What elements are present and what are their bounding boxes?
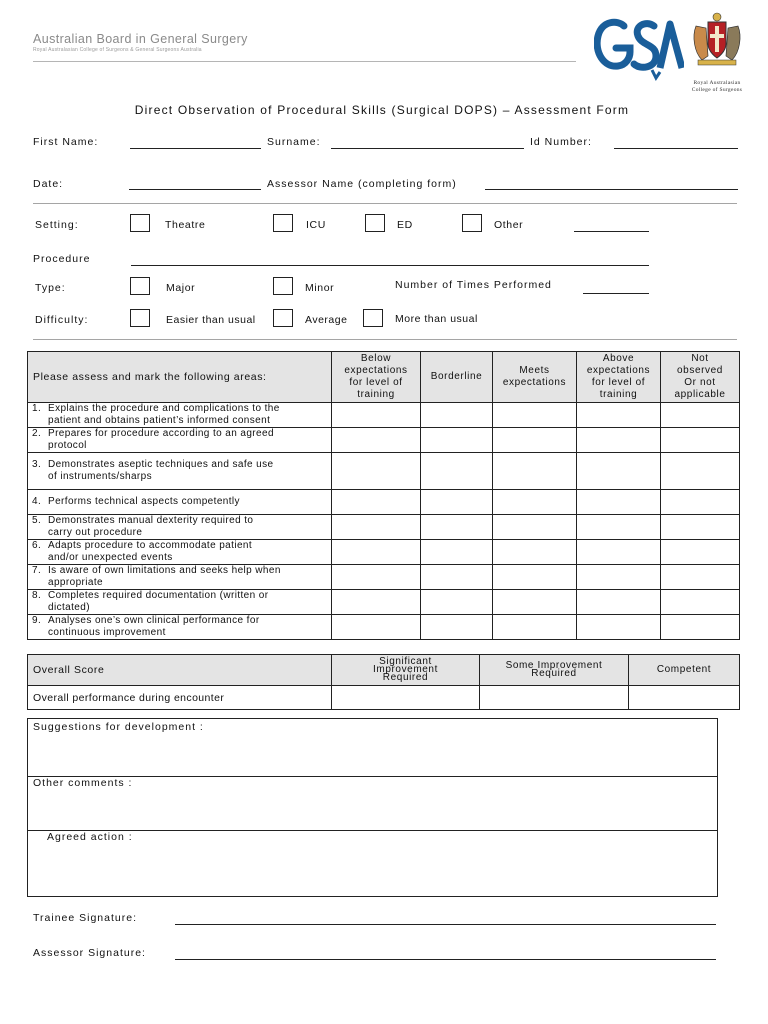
header-rule [33,61,576,62]
date-label: Date: [33,178,64,190]
item-text: Adapts procedure to accommodate patient [48,540,253,551]
difficulty-more-checkbox[interactable] [363,309,383,327]
setting-theatre-checkbox[interactable] [130,214,150,232]
suggestions-section[interactable] [28,719,717,776]
rating-cell-above[interactable] [577,515,661,540]
rating-cell-below[interactable] [332,540,421,565]
rating-cell-meets[interactable] [493,403,577,428]
rating-cell-above[interactable] [577,615,661,640]
item-text-continued: and/or unexpected events [48,552,173,563]
overall-cell-significant[interactable] [332,686,480,710]
procedure-field[interactable] [131,265,649,266]
column-header-meets-line: expectations [502,377,567,388]
rating-cell-below[interactable] [332,615,421,640]
assessment-row [28,540,740,565]
overall-score-table [27,654,740,710]
type-minor-checkbox[interactable] [273,277,293,295]
rating-cell-not-observed[interactable] [661,428,740,453]
column-header-below-line: training [357,389,395,400]
rating-cell-below[interactable] [332,490,421,515]
assessment-item [28,590,332,615]
item-number: 1. [32,403,42,414]
rating-cell-borderline[interactable] [421,403,493,428]
rating-cell-meets[interactable] [493,540,577,565]
rating-cell-meets[interactable] [493,453,577,490]
rating-cell-above[interactable] [577,565,661,590]
column-header-competent [629,655,740,686]
crest-caption-line-1: Royal Australasian [693,80,741,86]
form-title: Direct Observation of Procedural Skills (Surgical DOPS) – Assessment Form [134,103,630,117]
assessor-name-field[interactable] [485,189,738,190]
column-header-meets-line: Meets [519,365,550,376]
times-performed-field[interactable] [583,293,649,294]
assessment-row [28,403,740,428]
date-field[interactable] [129,189,261,190]
comments-box [27,718,718,897]
setting-ed-checkbox[interactable] [365,214,385,232]
rating-cell-borderline[interactable] [421,515,493,540]
column-header-below-line: for level of [349,377,403,388]
rating-cell-meets[interactable] [493,565,577,590]
column-header-not-observed-line: applicable [674,389,726,400]
assessment-table [27,351,740,640]
rating-cell-above[interactable] [577,490,661,515]
column-header-not-observed-line: Or not [684,377,716,388]
rating-cell-below[interactable] [332,453,421,490]
assessment-row [28,515,740,540]
item-number: 8. [32,590,42,601]
trainee-signature-field[interactable] [175,924,716,925]
overall-performance-label: Overall performance during encounter [28,686,332,710]
rating-cell-borderline[interactable] [421,615,493,640]
rating-cell-not-observed[interactable] [661,590,740,615]
id-number-field[interactable] [614,148,738,149]
column-header-below-line: Below [360,353,392,364]
item-text-continued: of instruments/sharps [48,471,152,482]
rating-cell-not-observed[interactable] [661,540,740,565]
rating-cell-below[interactable] [332,428,421,453]
item-text-continued: patient and obtains patient’s informed consent [48,415,271,426]
column-header-above-line: Above [602,353,635,364]
setting-other-label: Other [494,219,524,231]
gsa-logo-a [660,24,682,68]
section-divider [33,339,737,340]
agreed-action-label: Agreed action : [47,831,133,843]
column-header-borderline [421,352,493,403]
rating-cell-meets[interactable] [493,428,577,453]
difficulty-more-label: More than usual [395,313,478,325]
item-text: Performs technical aspects competently [48,496,240,507]
column-header-significant-line: Improvement [373,664,438,675]
rating-cell-borderline[interactable] [421,428,493,453]
rating-cell-borderline[interactable] [421,590,493,615]
setting-icu-label: ICU [306,219,326,231]
rating-cell-meets[interactable] [493,490,577,515]
item-text-continued: protocol [48,440,87,451]
rating-cell-borderline[interactable] [421,453,493,490]
column-header-some-improvement [480,655,629,686]
rating-cell-borderline[interactable] [421,540,493,565]
assessment-item [28,515,332,540]
overall-score-header: Overall Score [28,655,332,686]
overall-cell-some-improvement[interactable] [480,686,629,710]
column-header-above-line: expectations [586,365,651,376]
difficulty-easier-checkbox[interactable] [130,309,150,327]
type-major-label: Major [166,282,196,294]
item-text: Is aware of own limitations and seeks help when [48,565,281,576]
rating-cell-not-observed[interactable] [661,515,740,540]
column-header-meets [493,352,577,403]
procedure-label: Procedure [33,253,91,265]
column-header-significant [332,655,480,686]
column-header-borderline-line: Borderline [430,371,483,382]
rating-cell-not-observed[interactable] [661,615,740,640]
assessment-item [28,540,332,565]
assessment-header-row [28,352,740,403]
assessment-row [28,453,740,490]
rating-cell-above[interactable] [577,403,661,428]
gsa-logo-s [634,24,656,68]
first-name-label: First Name: [33,136,99,148]
column-header-not-observed [661,352,740,403]
assessment-row [28,490,740,515]
org-name: Australian Board in General Surgery [33,32,248,46]
suggestions-label: Suggestions for development : [33,721,204,733]
section-divider [33,203,737,204]
item-text-continued: carry out procedure [48,527,143,538]
item-text: Explains the procedure and complications to the [48,403,280,414]
surname-label: Surname: [267,136,321,148]
difficulty-easier-label: Easier than usual [166,314,256,326]
assessment-row [28,428,740,453]
assessor-signature-label: Assessor Signature: [33,947,146,959]
column-header-above-line: training [599,389,638,400]
column-header-below-line: expectations [344,365,408,376]
crest-caption [672,80,762,94]
other-comments-label: Other comments : [33,777,133,789]
assessment-row [28,590,740,615]
rating-cell-below[interactable] [332,515,421,540]
rating-cell-meets[interactable] [493,590,577,615]
column-header-above-line: for level of [591,377,646,388]
assessment-row [28,615,740,640]
rating-cell-above[interactable] [577,428,661,453]
column-header-above [577,352,661,403]
college-crest [688,12,746,68]
type-major-checkbox[interactable] [130,277,150,295]
item-number: 6. [32,540,42,551]
other-comments-section[interactable] [28,777,717,830]
overall-cell-competent[interactable] [629,686,740,710]
item-number: 4. [32,496,42,507]
rating-cell-above[interactable] [577,453,661,490]
assessor-name-label: Assessor Name (completing form) [267,178,457,190]
surname-field[interactable] [331,148,524,149]
assessment-item [28,403,332,428]
column-header-competent-line: Competent [656,664,712,675]
assessment-item [28,453,332,490]
overall-header-row [28,655,740,686]
rating-cell-below[interactable] [332,565,421,590]
rating-cell-below[interactable] [332,590,421,615]
item-number: 7. [32,565,42,576]
crest-caption-line-2: College of Surgeons [691,87,743,93]
setting-other-field[interactable] [574,231,649,232]
item-number: 2. [32,428,42,439]
overall-row [28,686,740,710]
type-minor-label: Minor [305,282,335,294]
type-label: Type: [35,282,66,294]
gsa-logo [594,12,684,82]
rating-cell-below[interactable] [332,403,421,428]
times-performed-label: Number of Times Performed [395,279,552,291]
rating-cell-above[interactable] [577,540,661,565]
column-header-significant-line: Required [382,672,429,683]
difficulty-average-checkbox[interactable] [273,309,293,327]
difficulty-label: Difficulty: [35,314,89,326]
item-text: Completes required documentation (written or [48,590,269,601]
setting-label: Setting: [35,219,79,231]
item-text-continued: appropriate [48,577,103,588]
item-text-continued: dictated) [48,602,90,613]
rating-cell-not-observed[interactable] [661,453,740,490]
org-subtitle: Royal Australasian College of Surgeons & General Surgeons Australia [33,47,202,53]
rating-cell-not-observed[interactable] [661,565,740,590]
assessment-row [28,565,740,590]
assessor-signature-field[interactable] [175,959,716,960]
first-name-field[interactable] [130,148,261,149]
setting-icu-checkbox[interactable] [273,214,293,232]
assessment-header: Please assess and mark the following areas: [28,352,332,403]
assessment-item [28,565,332,590]
item-text: Demonstrates aseptic techniques and safe use [48,459,274,470]
assessment-item [28,490,332,515]
column-header-not-observed-line: Not [691,353,709,364]
setting-theatre-label: Theatre [165,219,206,231]
column-header-some-improvement-line: Required [531,668,577,679]
gsa-logo-g [597,22,630,66]
rating-cell-not-observed[interactable] [661,403,740,428]
rating-cell-borderline[interactable] [421,490,493,515]
rating-cell-not-observed[interactable] [661,490,740,515]
item-number: 5. [32,515,42,526]
assessment-item [28,615,332,640]
column-header-below [332,352,421,403]
column-header-some-improvement-line: Some Improvement [505,660,603,671]
item-text: Demonstrates manual dexterity required to [48,515,254,526]
item-text-continued: continuous improvement [48,627,166,638]
item-number: 9. [32,615,42,626]
difficulty-average-label: Average [305,314,348,326]
setting-other-checkbox[interactable] [462,214,482,232]
rating-cell-above[interactable] [577,590,661,615]
item-number: 3. [32,459,42,470]
item-text: Analyses one’s own clinical performance for [48,615,260,626]
column-header-significant-line: Significant [379,656,432,667]
column-header-not-observed-line: observed [677,365,723,376]
rating-cell-meets[interactable] [493,515,577,540]
rating-cell-meets[interactable] [493,615,577,640]
setting-ed-label: ED [397,219,413,231]
assessment-item [28,428,332,453]
agreed-action-section[interactable] [28,831,717,897]
trainee-signature-label: Trainee Signature: [33,912,137,924]
rating-cell-borderline[interactable] [421,565,493,590]
item-text: Prepares for procedure according to an agreed [48,428,274,439]
id-number-label: Id Number: [530,136,592,148]
